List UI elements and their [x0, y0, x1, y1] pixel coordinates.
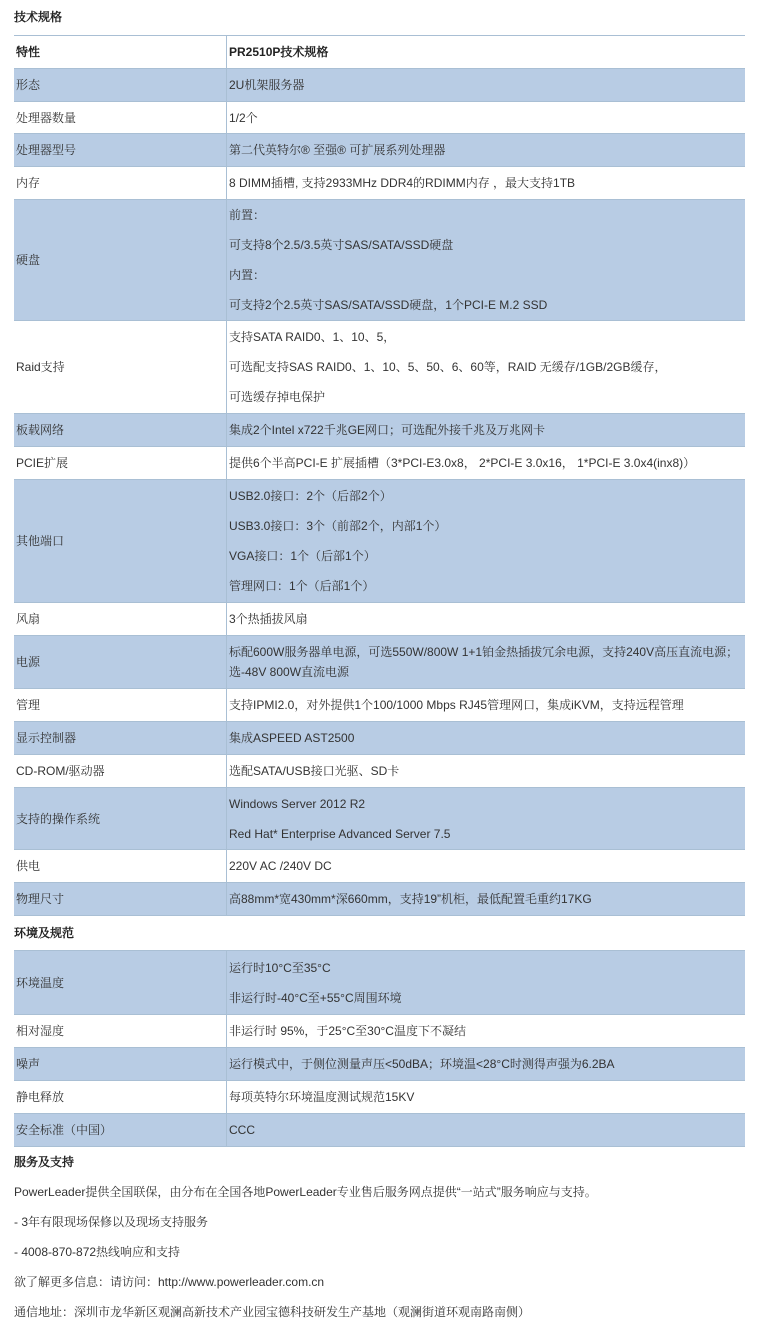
spec-value-line: 3个热插拔风扇	[229, 612, 308, 626]
spec-value	[227, 603, 746, 636]
spec-value-line: 支持SATA RAID0、1、10、5，	[229, 330, 396, 344]
spec-row	[14, 447, 745, 480]
spec-row	[14, 102, 745, 134]
spec-value-line: 可选缓存掉电保护	[229, 390, 326, 404]
spec-key: 相对湿度	[14, 1015, 227, 1048]
spec-value	[227, 951, 746, 1015]
support-line: - 4008-870-872热线响应和支持	[14, 1245, 181, 1259]
spec-value	[227, 1114, 746, 1147]
spec-value	[227, 134, 746, 167]
spec-key: 供电	[14, 850, 227, 883]
spec-value-line: 标配600W服务器单电源，可选550W/800W 1+1铂金热插拔冗余电源，支持240V高压直流电源；	[229, 645, 739, 659]
spec-header-key: 特性	[14, 36, 227, 69]
spec-key: 硬盘	[14, 200, 227, 321]
spec-value	[227, 788, 746, 850]
spec-key: 支持的操作系统	[14, 788, 227, 850]
spec-row	[14, 636, 745, 689]
spec-value	[227, 167, 746, 200]
spec-row	[14, 1114, 745, 1147]
spec-value-line: Red Hat* Enterprise Advanced Server 7.5	[229, 826, 451, 841]
spec-row	[14, 321, 745, 414]
spec-value	[227, 447, 746, 480]
spec-value-line: 内置：	[229, 268, 266, 282]
support-lines	[14, 1177, 744, 1319]
support-line: PowerLeader提供全国联保，由分布在全国各地PowerLeader专业售后服务网点提供“一站式”服务响应与支持。	[14, 1185, 597, 1199]
spec-value-line: Windows Server 2012 R2	[229, 796, 366, 811]
spec-value	[227, 755, 746, 788]
spec-row	[14, 480, 745, 603]
spec-value-line: USB2.0接口：2个（后部2个）	[229, 489, 392, 503]
support-line: 通信地址：深圳市龙华新区观澜高新技术产业园宝德科技研发生产基地（观澜街道环观南路南侧）	[14, 1305, 531, 1319]
spec-value-line: 可选配支持SAS RAID0、1、10、5、50、6、60等，RAID 无缓存/1GB/2GB缓存，	[229, 360, 667, 374]
spec-row	[14, 883, 745, 916]
spec-value	[227, 200, 746, 321]
spec-key: Raid支持	[14, 321, 227, 414]
spec-value	[227, 722, 746, 755]
spec-row	[14, 850, 745, 883]
spec-key: 板载网络	[14, 414, 227, 447]
spec-key: 形态	[14, 69, 227, 102]
spec-value-line: 高88mm*宽430mm*深660mm，支持19”机柜，最低配置毛重约17KG	[229, 892, 592, 906]
spec-value-line: 选-48V 800W直流电源	[229, 665, 350, 679]
env-section-title: 环境及规范	[14, 926, 75, 940]
env-table	[14, 950, 745, 1147]
spec-key: 其他端口	[14, 480, 227, 603]
spec-value-line: 8 DIMM插槽, 支持2933MHz DDR4的RDIMM内存 ，最大支持1TB	[229, 176, 576, 190]
spec-row	[14, 603, 745, 636]
spec-value	[227, 414, 746, 447]
support-section	[14, 1147, 744, 1319]
spec-key: 静电释放	[14, 1081, 227, 1114]
spec-value-line: 2U机架服务器	[229, 78, 305, 92]
spec-value	[227, 1048, 746, 1081]
spec-value-line: 运行时10°C至35°C	[229, 960, 331, 975]
spec-row	[14, 788, 745, 850]
spec-row	[14, 1015, 745, 1048]
spec-value-line: 提供6个半高PCI-E 扩展插槽（3*PCI-E3.0x8， 2*PCI-E 3.0x16， 1*PCI-E 3.0x4(inx8)）	[229, 456, 696, 470]
spec-key: CD-ROM/驱动器	[14, 755, 227, 788]
spec-row	[14, 755, 745, 788]
spec-table	[14, 35, 745, 916]
spec-row	[14, 414, 745, 447]
spec-value-line: 运行模式中，于侧位测量声压<50dBA；环境温<28°C时测得声强为6.2BA	[229, 1057, 615, 1071]
spec-row	[14, 167, 745, 200]
spec-value-line: 非运行时 95%，于25°C至30°C温度下不凝结	[229, 1024, 466, 1038]
spec-value-line: 支持IPMI2.0，对外提供1个100/1000 Mbps RJ45管理网口，集成iKVM，支持远程管理	[229, 698, 684, 712]
spec-value-line: 前置：	[229, 208, 266, 222]
spec-value-line: 选配SATA/USB接口光驱、SD卡	[229, 764, 400, 778]
spec-row	[14, 200, 745, 321]
spec-key: 风扇	[14, 603, 227, 636]
spec-header-row	[14, 36, 745, 69]
spec-value-line: 集成ASPEED AST2500	[229, 731, 355, 745]
spec-value-line: 可支持8个2.5/3.5英寸SAS/SATA/SSD硬盘	[229, 238, 454, 252]
spec-row	[14, 134, 745, 167]
spec-key: 电源	[14, 636, 227, 689]
spec-value	[227, 636, 746, 689]
spec-row	[14, 69, 745, 102]
spec-row	[14, 951, 745, 1015]
spec-key: PCIE扩展	[14, 447, 227, 480]
spec-value-line: USB3.0接口：3个（前部2个，内部1个）	[229, 519, 447, 533]
spec-row	[14, 1081, 745, 1114]
spec-key: 安全标准（中国）	[14, 1114, 227, 1147]
support-line: 欲了解更多信息：请访问：http://www.powerleader.com.cn	[14, 1275, 325, 1289]
spec-value-line: 1/2个	[229, 110, 258, 125]
spec-value	[227, 689, 746, 722]
spec-key: 处理器型号	[14, 134, 227, 167]
spec-key: 处理器数量	[14, 102, 227, 134]
spec-value	[227, 102, 746, 134]
spec-value-line: 可支持2个2.5英寸SAS/SATA/SSD硬盘，1个PCI-E M.2 SSD	[229, 298, 548, 312]
spec-value	[227, 850, 746, 883]
spec-row	[14, 689, 745, 722]
spec-value-line: VGA接口：1个（后部1个）	[229, 549, 376, 563]
spec-value	[227, 69, 746, 102]
spec-value-line: 220V AC /240V DC	[229, 859, 332, 873]
spec-header-value: PR2510P技术规格	[227, 36, 746, 69]
spec-key: 显示控制器	[14, 722, 227, 755]
section-title: 技术规格	[14, 10, 63, 24]
spec-value	[227, 1015, 746, 1048]
spec-page	[14, 0, 744, 1319]
spec-value	[227, 321, 746, 414]
spec-value	[227, 883, 746, 916]
spec-value-line: CCC	[229, 1123, 255, 1137]
support-title: 服务及支持	[14, 1155, 75, 1169]
spec-value-line: 每项英特尔环境温度测试规范15KV	[229, 1090, 415, 1104]
spec-value-line: 管理网口：1个（后部1个）	[229, 579, 375, 593]
spec-value-line: 非运行时-40°C至+55°C周围环境	[229, 990, 402, 1005]
spec-key: 管理	[14, 689, 227, 722]
spec-key: 环境温度	[14, 951, 227, 1015]
spec-value-line: 集成2个Intel x722千兆GE网口；可选配外接千兆及万兆网卡	[229, 423, 546, 437]
spec-key: 噪声	[14, 1048, 227, 1081]
spec-value	[227, 480, 746, 603]
spec-key: 物理尺寸	[14, 883, 227, 916]
spec-row	[14, 722, 745, 755]
support-line: - 3年有限现场保修以及现场支持服务	[14, 1215, 209, 1229]
spec-row	[14, 1048, 745, 1081]
spec-value-line: 第二代英特尔® 至强® 可扩展系列处理器	[229, 143, 446, 157]
spec-value	[227, 1081, 746, 1114]
spec-key: 内存	[14, 167, 227, 200]
